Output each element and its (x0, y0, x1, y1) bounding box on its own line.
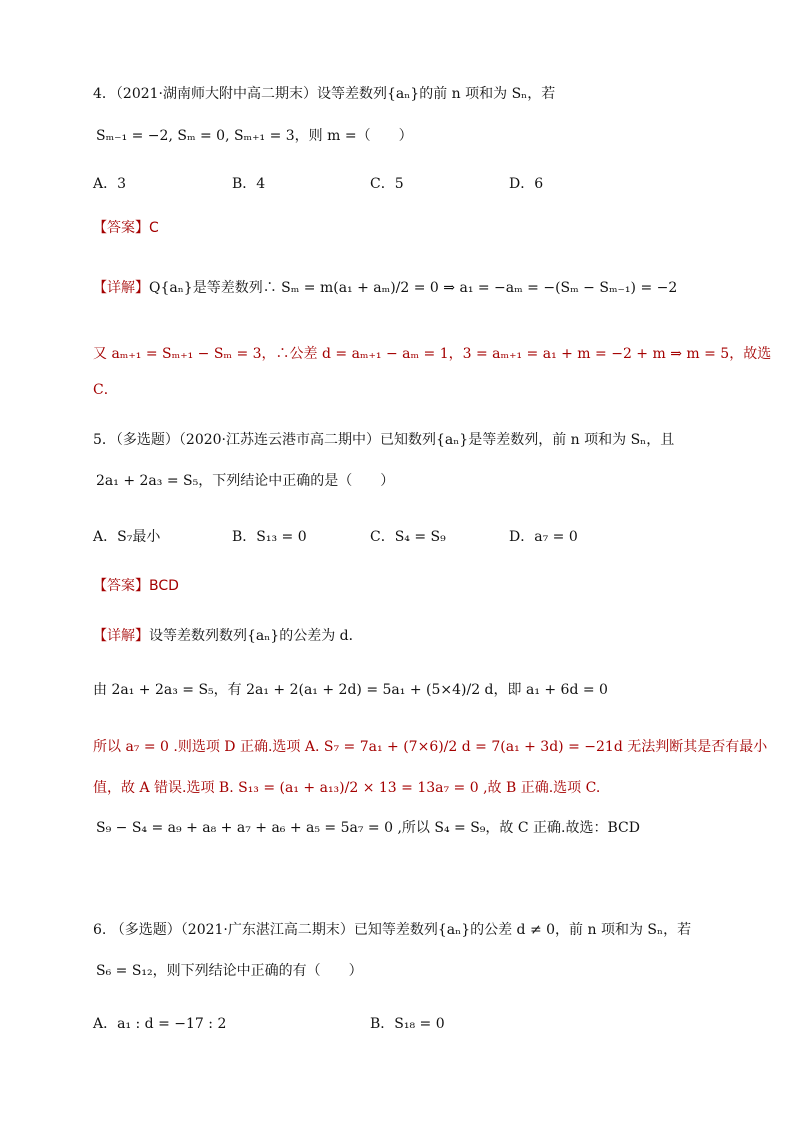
q5-detail-line1: 【详解】设等差数列数列{aₙ}的公差为 d． (93, 628, 363, 644)
q4-detail-line2: 又 aₘ₊₁ = Sₘ₊₁ − Sₘ = 3，∴公差 d = aₘ₊₁ − aₘ = 1，3 = aₘ₊₁ = a₁ + m = −2 + m ⇒ m = 5，故选 (93, 346, 772, 362)
q4-detail-line3: C． (93, 382, 118, 398)
q4-option-c: C．5 (370, 176, 404, 192)
q5-stem-line1: 5．（多选题）（2020·江苏连云港市高二期中）已知数列{aₙ}是等差数列，前 n 项和为 Sₙ，且 (93, 432, 675, 448)
q4-option-d: D．6 (509, 176, 544, 192)
q4-detail-line1: 【详解】Q{aₙ}是等差数列∴ Sₘ = m(a₁ + aₘ)/2 = 0 ⇒ a₁ = −aₘ = −(Sₘ − Sₘ₋₁) = −2 (93, 280, 678, 296)
q5-detail-line2: 由 2a₁ + 2a₃ = S₅，有 2a₁ + 2(a₁ + 2d) = 5a₁ + (5×4)/2 d，即 a₁ + 6d = 0 (93, 682, 608, 698)
q5-detail-line5: S₉ − S₄ = a₉ + a₈ + a₇ + a₆ + a₅ = 5a₇ = 0 ,所以 S₄ = S₉，故 C 正确.故选：BCD (96, 820, 640, 836)
q6-option-b: B．S₁₈ = 0 (370, 1016, 445, 1032)
q4-stem-line1: 4．（2021·湖南师大附中高二期末）设等差数列{aₙ}的前 n 项和为 Sₙ，若 (93, 86, 556, 102)
q4-answer: 【答案】C (93, 220, 159, 236)
q4-option-a: A．3 (93, 176, 127, 192)
q6-stem-line1: 6. （多选题）（2021·广东湛江高二期末）已知等差数列{aₙ}的公差 d ≠ 0，前 n 项和为 Sₙ，若 (93, 922, 692, 938)
q5-option-d: D．a₇ = 0 (509, 529, 578, 545)
q6-stem-line2: S₆ = S₁₂，则下列结论中正确的有（ ） (96, 963, 363, 979)
q5-detail-line3: 所以 a₇ = 0 .则选项 D 正确.选项 A. S₇ = 7a₁ + (7×6)/2 d = 7(a₁ + 3d) = −21d 无法判断其是否有最小 (93, 739, 768, 755)
q4-option-b: B．4 (232, 176, 266, 192)
q5-option-c: C．S₄ = S₉ (370, 529, 446, 545)
q5-stem-line2: 2a₁ + 2a₃ = S₅，下列结论中正确的是（ ） (96, 473, 395, 489)
q5-answer: 【答案】BCD (93, 578, 179, 594)
q5-option-a: A．S₇最小 (93, 529, 161, 545)
q5-detail-line4: 值，故 A 错误.选项 B. S₁₃ = (a₁ + a₁₃)/2 × 13 = 13a₇ = 0 ,故 B 正确.选项 C. (93, 780, 601, 796)
q4-stem-line2: Sₘ₋₁ = −2, Sₘ = 0, Sₘ₊₁ = 3，则 m =（ ） (96, 128, 413, 144)
q6-option-a: A．a₁ : d = −17 : 2 (93, 1016, 227, 1032)
q5-option-b: B．S₁₃ = 0 (232, 529, 307, 545)
